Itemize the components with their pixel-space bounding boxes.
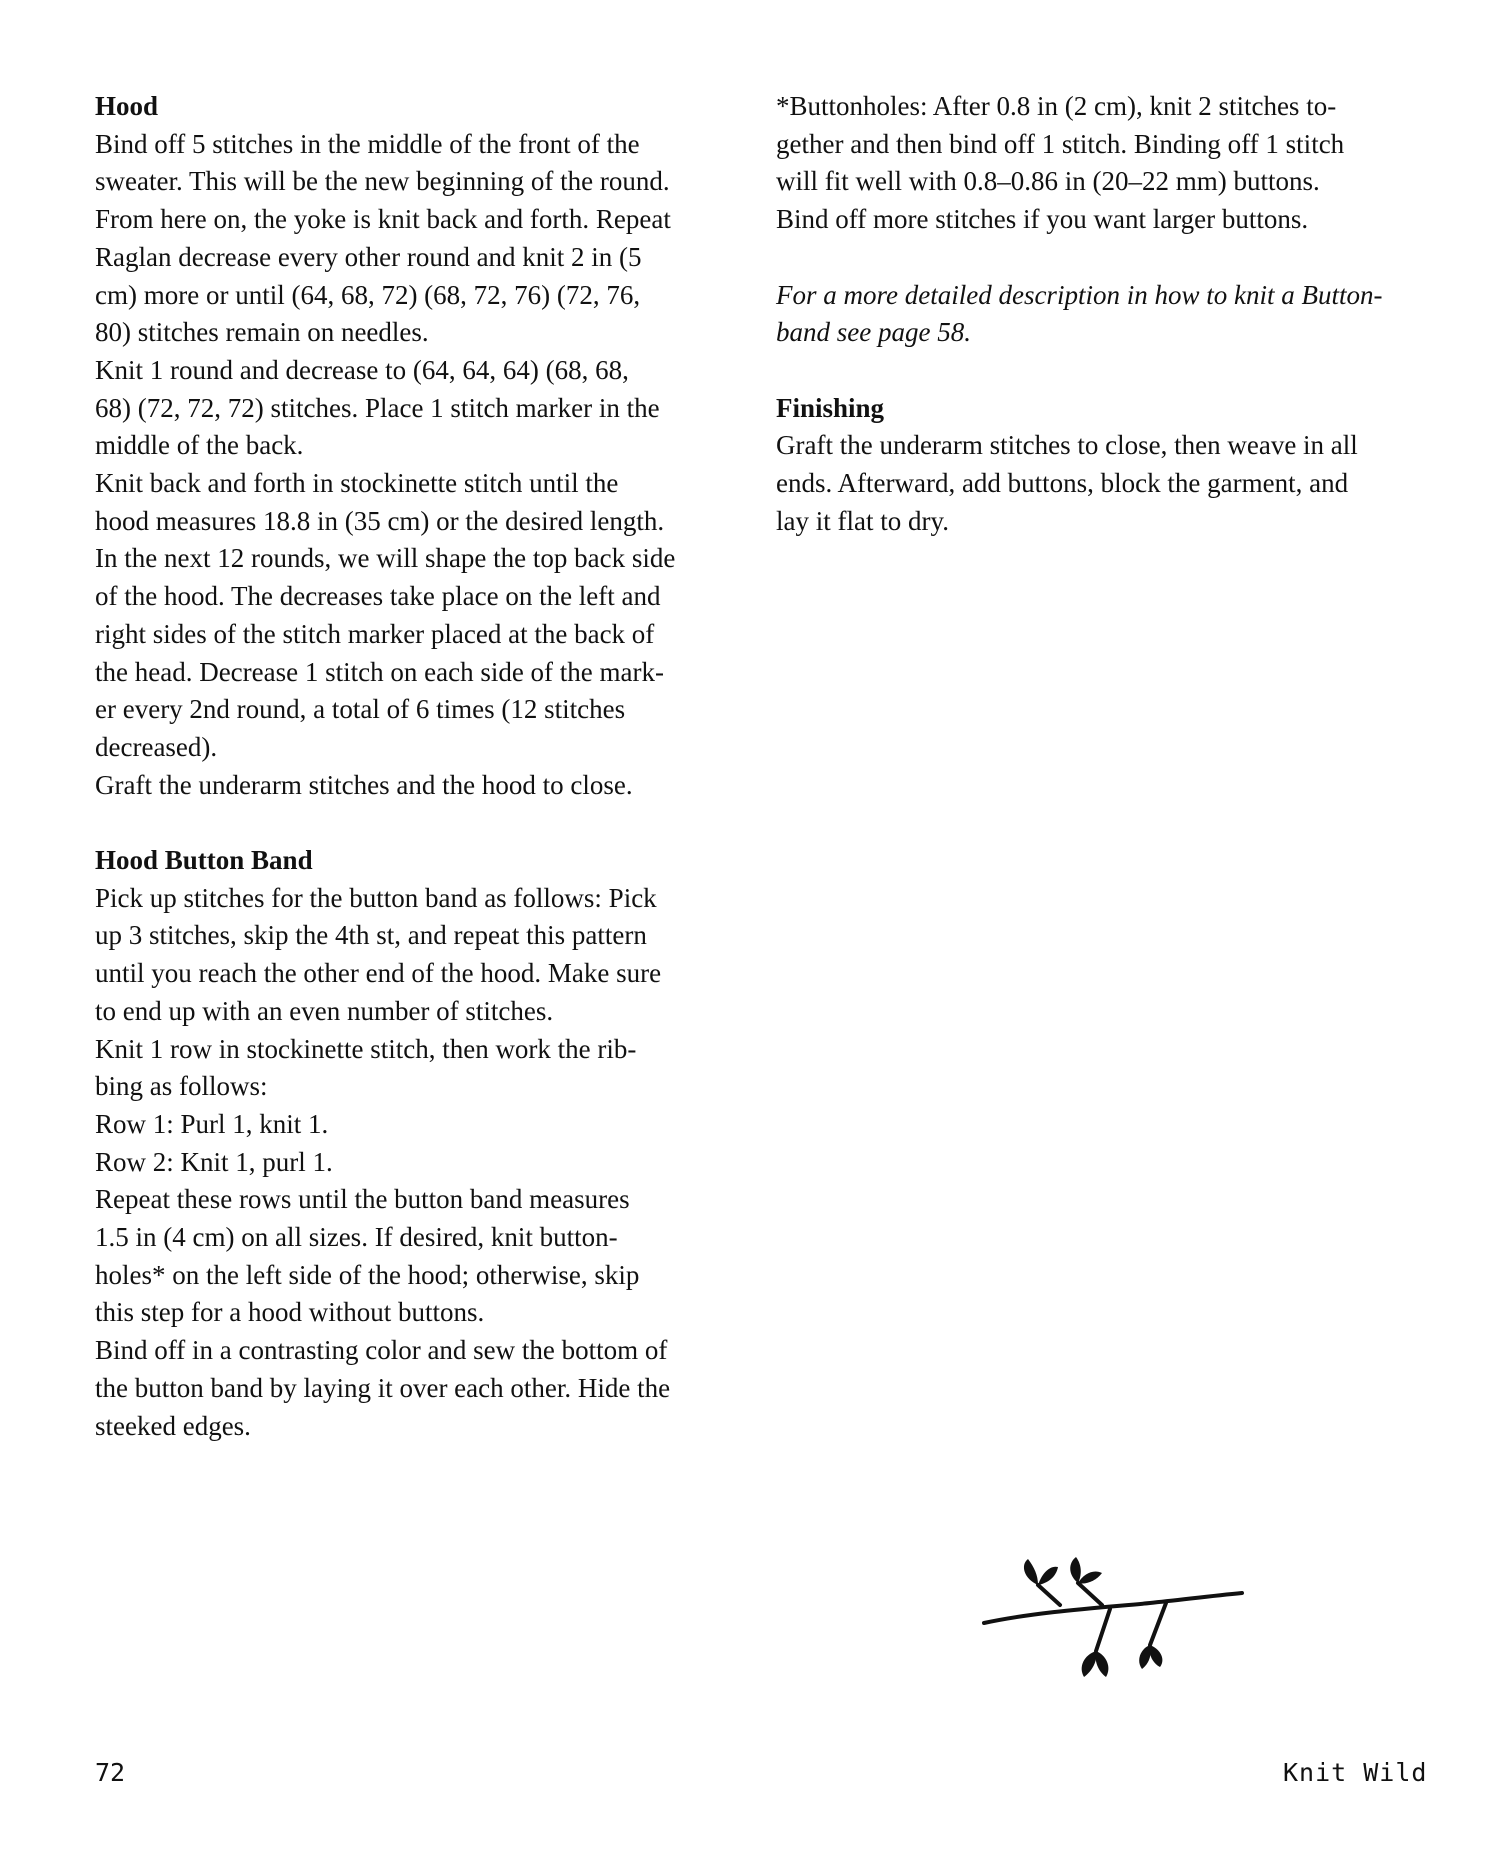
finishing-instructions: Graft the underarm stitches to close, then weave in all ends. Afterward, add buttons, block the garment, and lay it flat to dry. [776,430,1358,536]
section-spacer [776,239,1436,277]
finishing-heading: Finishing [776,392,885,423]
hood-button-band-section [95,842,735,1445]
page-number: 72 [95,1758,126,1787]
buttonband-reference-note: For a more detailed description in how to knit a Button- band see page 58. [776,279,1383,348]
hood-instructions: Bind off 5 stitches in the middle of the front of the sweater. This will be the new beginning of the round. From here on, the yoke is knit back and forth. Repeat Raglan decrease every other round and knit 2 in (5 cm) more or until (64, 68, 72) (68, 72, 76) (72, 76, 80) stitches remain on needles. Knit 1 round and decrease to (64, 64, 64) (68, 68, 68) (72, 72, 72) stitches. Place 1 stitch marker in the middle of the back. Knit back and forth in stockinette stitch until the hood measures 18.8 in (35 cm) or the desired length. In the next 12 rounds, we will shape the top back side of the hood. The decreases take place on the left and right sides of the stitch marker placed at the back of the head. Decrease 1 stitch on each side of the mark- er every 2nd round, a total of 6 times (12 stitches decreased). Graft the underarm stitches and the hood to close. [95,128,676,800]
sprig-icon [980,1555,1250,1695]
hood-heading: Hood [95,91,159,121]
hood-button-band-heading: Hood Button Band [95,845,313,876]
hood-button-band-instructions: Pick up stitches for the button band as follows: Pick up 3 stitches, skip the 4th st, and repeat this pattern until you reach the other end of the hood. Make sure to end up with an even number of stitches. Knit 1 row in stockinette stitch, then work the rib- bing as follows: Row 1: Purl 1, knit 1. Row 2: Knit 1, purl 1. Repeat these rows until the button band measures 1.5 in (4 cm) on all sizes. If desired, knit button- holes* on the left side of the hood; otherwise, skip this step for a hood without buttons. Bind off in a contrasting color and sew the bottom of the button band by laying it over each other. Hide the steeked edges. [95,882,671,1441]
buttonholes-note: *Buttonholes: After 0.8 in (2 cm), knit 2 stitches to- gether and then bind off 1 stitch. Binding off 1 stitch will fit well with 0.8–0.86 in (20–22 mm) buttons. Bind off more stitches if you want larger buttons. [776,91,1345,235]
hood-section [95,88,735,804]
right-column [776,88,1436,540]
book-title: Knit Wild [1283,1758,1428,1787]
finishing-section [776,390,1436,541]
section-spacer [95,804,735,842]
left-column [95,88,735,1445]
section-spacer [776,352,1436,390]
